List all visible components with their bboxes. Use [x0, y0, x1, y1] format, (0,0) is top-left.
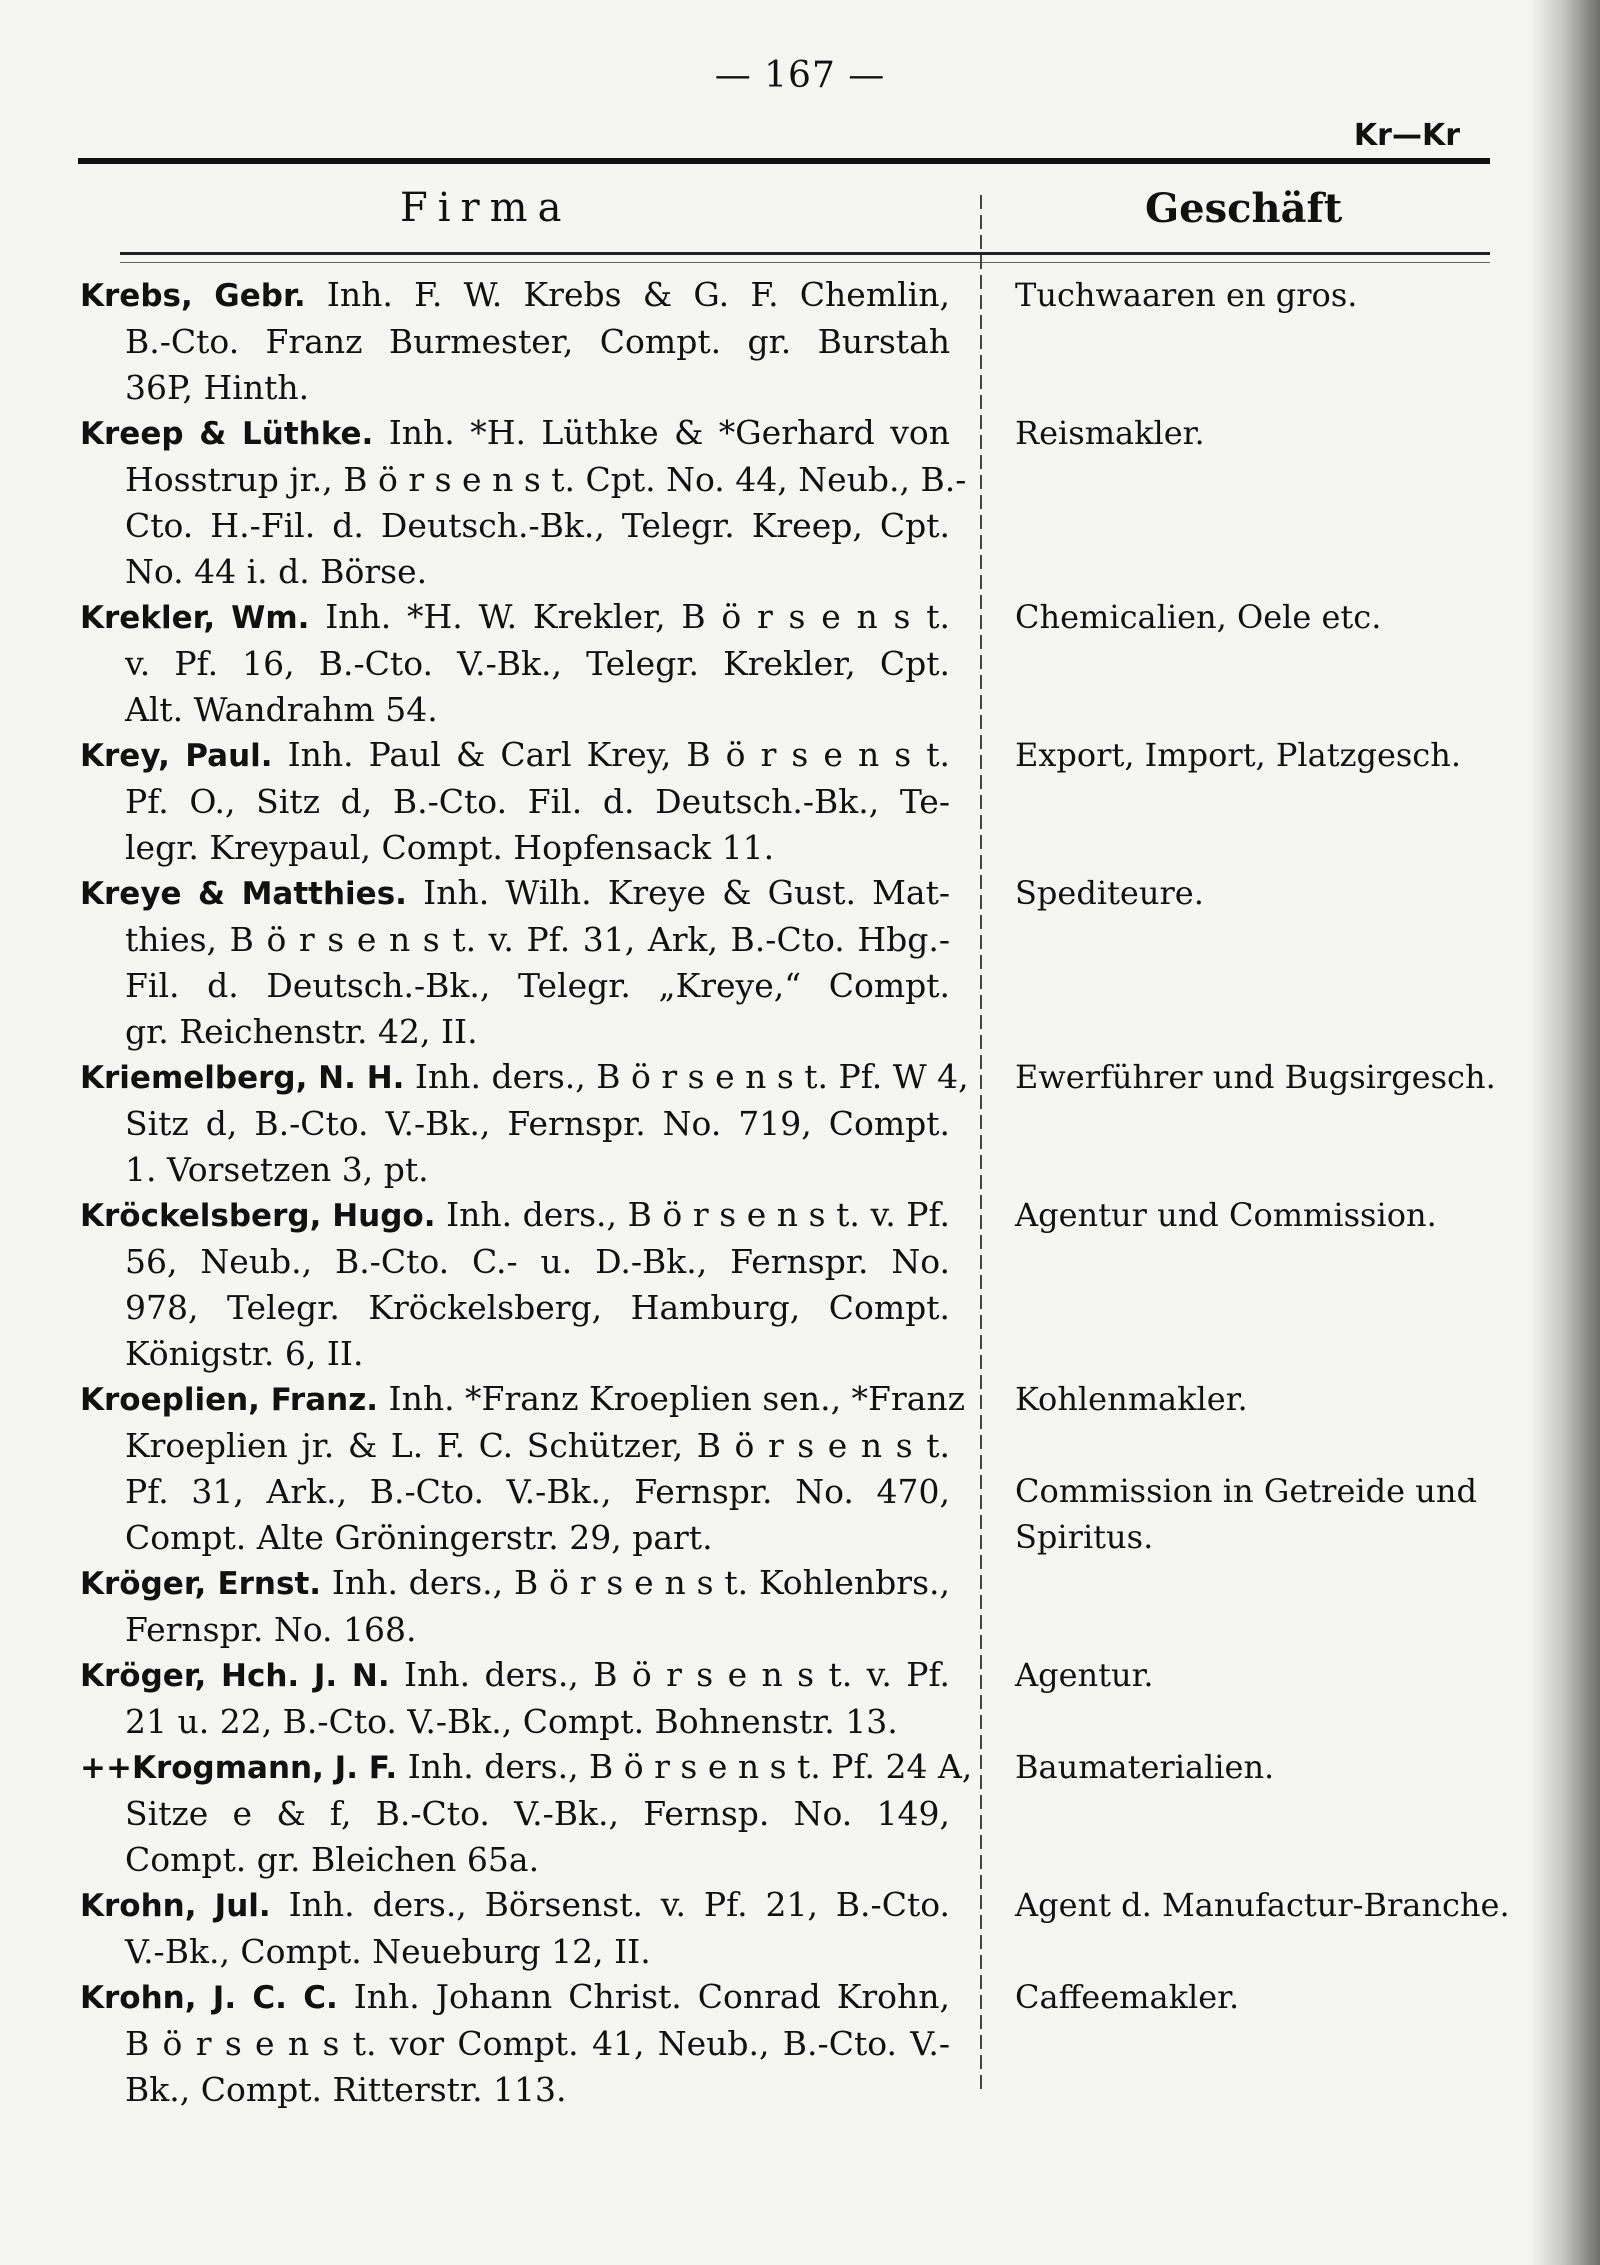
geschaeft-line: Tuchwaaren en gros.: [1015, 276, 1358, 314]
header-rule: [120, 252, 1490, 255]
geschaeft-line: Reismakler.: [1015, 414, 1205, 452]
entry-line: Compt. Alte Gröningerstr. 29, part.: [125, 1518, 713, 1557]
entry-line: Pf. O., Sitz d, B.-Cto. Fil. d. Deutsch.-Bk., Te-: [125, 782, 950, 821]
entry-geschaeft: [1015, 1376, 1550, 1560]
top-rule: [78, 158, 1490, 164]
entry-geschaeft: [1015, 870, 1550, 916]
entry-line: Cto. H.-Fil. d. Deutsch.-Bk., Telegr. Kreep, Cpt.: [125, 506, 950, 545]
entry-line: [80, 1560, 950, 1607]
entry-line: [80, 1376, 966, 1423]
column-header-geschaeft: Geschäft: [1145, 185, 1343, 232]
entry-text: Inh. *H. Lüthke & *Gerhard von: [388, 413, 950, 452]
geschaeft-line: [1015, 1560, 1550, 1606]
entry-firma: [80, 1560, 950, 1653]
entry-line: No. 44 i. d. Börse.: [125, 552, 428, 591]
geschaeft-line: Commission in Getreide und: [1015, 1472, 1477, 1510]
entry-line: 978, Telegr. Kröckelsberg, Hamburg, Compt.: [125, 1288, 950, 1327]
entry-line: [80, 732, 950, 779]
entry-text: Inh. ders., B ö r s e n s t. Kohlenbrs.,: [331, 1563, 950, 1602]
entry-name: Kreye & Matthies.: [80, 876, 407, 912]
page-range-heading: Kr—Kr: [1353, 118, 1460, 153]
directory-entry: [0, 1652, 1600, 1744]
geschaeft-line: Spediteure.: [1015, 874, 1204, 912]
entry-geschaeft: [1015, 1560, 1550, 1606]
entry-line: [80, 870, 950, 917]
entry-line: Kroeplien jr. & L. F. C. Schützer, B ö r s e n s t.: [125, 1426, 950, 1465]
entry-geschaeft: [1015, 1054, 1550, 1100]
entry-firma: [80, 1652, 950, 1745]
entry-geschaeft: [1015, 410, 1550, 456]
entry-text: Inh. Paul & Carl Krey, B ö r s e n s t.: [287, 735, 950, 774]
entry-line: B.-Cto. Franz Burmester, Compt. gr. Burstah: [125, 322, 950, 361]
entry-line: legr. Kreypaul, Compt. Hopfensack 11.: [125, 828, 775, 867]
entry-geschaeft: [1015, 1974, 1550, 2020]
directory-entry: [0, 1560, 1600, 1652]
directory-entry: [0, 870, 1600, 1054]
entry-geschaeft: [1015, 1882, 1550, 1928]
entry-firma: [80, 410, 967, 595]
entry-line: [80, 1192, 950, 1239]
entry-text: Inh. Johann Christ. Conrad Krohn,: [353, 1977, 950, 2016]
entry-line: Fernspr. No. 168.: [125, 1610, 417, 1649]
entry-line: thies, B ö r s e n s t. v. Pf. 31, Ark, B.-Cto. Hbg.-: [125, 920, 950, 959]
entry-name: ++Krogmann, J. F.: [80, 1750, 398, 1786]
entry-line: Compt. gr. Bleichen 65a.: [125, 1840, 540, 1879]
entry-line: [80, 410, 950, 457]
geschaeft-line: Agentur und Commission.: [1015, 1196, 1437, 1234]
directory-entry: [0, 410, 1600, 594]
geschaeft-line: Export, Import, Platzgesch.: [1015, 736, 1461, 774]
entry-firma: [80, 1974, 950, 2113]
entry-name: Kriemelberg, N. H.: [80, 1060, 405, 1096]
entry-name: Kröckelsberg, Hugo.: [80, 1198, 436, 1234]
geschaeft-line: [1015, 1422, 1550, 1468]
entry-text: Inh. ders., B ö r s e n s t. v. Pf.: [404, 1655, 950, 1694]
entry-name: Krohn, Jul.: [80, 1888, 271, 1924]
entry-text: Inh. *H. W. Krekler, B ö r s e n s t.: [325, 597, 950, 636]
entry-text: Inh. F. W. Krebs & G. F. Chemlin,: [326, 275, 950, 314]
entry-line: v. Pf. 16, B.-Cto. V.-Bk., Telegr. Krekler, Cpt.: [125, 644, 950, 683]
directory-entry: [0, 732, 1600, 870]
directory-entry: [0, 1974, 1600, 2112]
entry-geschaeft: [1015, 1652, 1550, 1698]
directory-entry: [0, 272, 1600, 410]
entry-name: Kröger, Hch. J. N.: [80, 1658, 390, 1694]
entry-name: Krekler, Wm.: [80, 600, 310, 636]
entry-text: Inh. ders., Börsenst. v. Pf. 21, B.-Cto.: [288, 1885, 950, 1924]
page-number: — 167 —: [714, 55, 886, 96]
column-header-firma: Firma: [400, 185, 572, 231]
entries-list: [0, 272, 1600, 2112]
directory-entry: [0, 1744, 1600, 1882]
entry-geschaeft: [1015, 272, 1550, 318]
entry-geschaeft: [1015, 1192, 1550, 1238]
geschaeft-line: Spiritus.: [1015, 1518, 1154, 1556]
geschaeft-line: Ewerführer und Bugsirgesch.: [1015, 1058, 1496, 1096]
header-rule-thin: [120, 262, 1490, 263]
entry-name: Krebs, Gebr.: [80, 278, 306, 314]
entry-firma: [80, 272, 950, 411]
entry-line: Sitze e & f, B.-Cto. V.-Bk., Fernsp. No. 149,: [125, 1794, 950, 1833]
entry-line: Bk., Compt. Ritterstr. 113.: [125, 2070, 567, 2109]
entry-name: Kröger, Ernst.: [80, 1566, 322, 1602]
directory-entry: [0, 594, 1600, 732]
geschaeft-line: Chemicalien, Oele etc.: [1015, 598, 1382, 636]
entry-firma: [80, 594, 950, 733]
entry-line: 1. Vorsetzen 3, pt.: [125, 1150, 429, 1189]
entry-firma: [80, 870, 950, 1055]
entry-line: Hosstrup jr., B ö r s e n s t. Cpt. No. 44, Neub., B.-: [125, 460, 967, 499]
entry-line: 56, Neub., B.-Cto. C.- u. D.-Bk., Fernspr. No.: [125, 1242, 950, 1281]
entry-line: B ö r s e n s t. vor Compt. 41, Neub., B.-Cto. V.-: [125, 2024, 950, 2063]
entry-line: 21 u. 22, B.-Cto. V.-Bk., Compt. Bohnenstr. 13.: [125, 1702, 898, 1741]
entry-line: [80, 1652, 950, 1699]
geschaeft-line: Agent d. Manufactur-Branche.: [1015, 1886, 1510, 1924]
entry-line: gr. Reichenstr. 42, II.: [125, 1012, 478, 1051]
entry-name: Krohn, J. C. C.: [80, 1980, 338, 2016]
geschaeft-line: Caffeemakler.: [1015, 1978, 1240, 2016]
entry-text: Inh. *Franz Kroeplien sen., *Franz: [388, 1379, 966, 1418]
entry-line: [80, 1744, 973, 1791]
geschaeft-line: Kohlenmakler.: [1015, 1380, 1248, 1418]
entry-line: 36P, Hinth.: [125, 368, 310, 407]
entry-line: Sitz d, B.-Cto. V.-Bk., Fernspr. No. 719, Compt.: [125, 1104, 950, 1143]
directory-entry: [0, 1054, 1600, 1192]
entry-firma: [80, 1882, 950, 1975]
entry-line: [80, 1974, 950, 2021]
entry-firma: [80, 1376, 966, 1561]
entry-line: [80, 1882, 950, 1929]
entry-line: [80, 272, 950, 319]
entry-line: V.-Bk., Compt. Neueburg 12, II.: [125, 1932, 651, 1971]
directory-entry: [0, 1192, 1600, 1376]
entry-firma: [80, 1744, 973, 1883]
entry-line: Königstr. 6, II.: [125, 1334, 364, 1373]
directory-entry: [0, 1882, 1600, 1974]
geschaeft-line: Agentur.: [1015, 1656, 1154, 1694]
entry-line: [80, 594, 950, 641]
entry-line: Alt. Wandrahm 54.: [125, 690, 438, 729]
entry-geschaeft: [1015, 1744, 1550, 1790]
entry-geschaeft: [1015, 732, 1550, 778]
entry-line: Fil. d. Deutsch.-Bk., Telegr. „Kreye,“ Compt.: [125, 966, 950, 1005]
entry-name: Kroeplien, Franz.: [80, 1382, 379, 1418]
entry-text: Inh. Wilh. Kreye & Gust. Mat-: [423, 873, 951, 912]
entry-line: [80, 1054, 969, 1101]
entry-name: Krey, Paul.: [80, 738, 273, 774]
entry-geschaeft: [1015, 594, 1550, 640]
geschaeft-line: Baumaterialien.: [1015, 1748, 1275, 1786]
entry-firma: [80, 732, 950, 871]
entry-text: Inh. ders., B ö r s e n s t. v. Pf.: [446, 1195, 950, 1234]
entry-line: Pf. 31, Ark., B.-Cto. V.-Bk., Fernspr. No. 470,: [125, 1472, 950, 1511]
entry-firma: [80, 1192, 950, 1377]
entry-name: Kreep & Lüthke.: [80, 416, 374, 452]
entry-firma: [80, 1054, 969, 1193]
entry-text: Inh. ders., B ö r s e n s t. Pf. 24 A,: [407, 1747, 973, 1786]
directory-entry: [0, 1376, 1600, 1560]
entry-text: Inh. ders., B ö r s e n s t. Pf. W 4,: [414, 1057, 969, 1096]
